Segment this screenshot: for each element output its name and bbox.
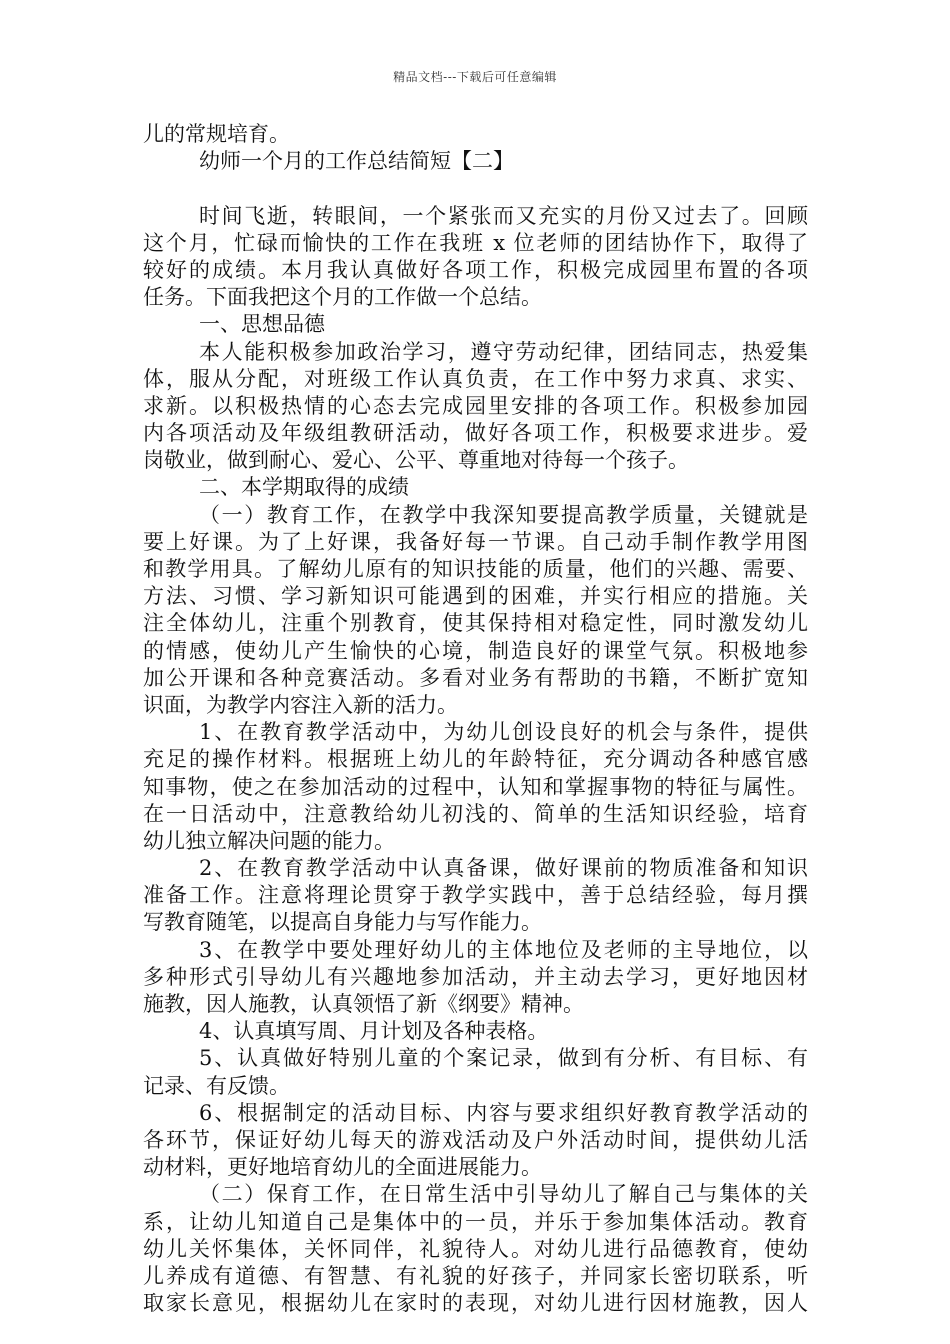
- text-line: 充足的操作材料。根据班上幼儿的年龄特征，充分调动各种感官感: [143, 747, 808, 772]
- text-line: 任务。下面我把这个月的工作做一个总结。: [143, 285, 542, 310]
- blank-line: [143, 175, 808, 202]
- text-line: 较好的成绩。本月我认真做好各项工作，积极完成园里布置的各项: [143, 257, 808, 282]
- document-body: [143, 121, 808, 1317]
- text-line: 识面，为教学内容注入新的活力。: [143, 692, 458, 717]
- text-line: （一）教育工作，在教学中我深知要提高教学质量，关键就是: [199, 502, 808, 527]
- text-line: 动材料，更好地培育幼儿的全面进展能力。: [143, 1155, 542, 1180]
- text-line: 3、在教学中要处理好幼儿的主体地位及老师的主导地位，以: [199, 937, 808, 962]
- text-line: 施教，因人施教，认真领悟了新《纲要》精神。: [143, 992, 584, 1016]
- page-header-note: 精品文档---下载后可任意编辑: [393, 70, 557, 84]
- text-line: 2、在教育教学活动中认真备课，做好课前的物质准备和知识: [199, 856, 808, 881]
- text-line: 记录、有反馈。: [143, 1073, 290, 1098]
- text-line: 这个月，忙碌而愉快的工作在我班 x 位老师的团结协作下，取得了: [143, 230, 808, 255]
- text-line: 和教学用具。了解幼儿原有的知识技能的质量，他们的兴趣、需要、: [143, 557, 808, 581]
- text-line: 儿养成有道德、有智慧、有礼貌的好孩子，并同家长密切联系，听: [143, 1263, 808, 1288]
- text-line: 内各项活动及年级组教研活动，做好各项工作，积极要求进步。爱: [143, 421, 808, 446]
- text-line: 方法、习惯、学习新知识可能遇到的困难，并实行相应的措施。关: [143, 584, 808, 609]
- text-line: 幼儿关怀集体，关怀同伴，礼貌待人。对幼儿进行品德教育，使幼: [143, 1236, 808, 1261]
- text-line: 求新。以积极热情的心态去完成园里安排的各项工作。积极参加园: [143, 393, 808, 418]
- text-line: 6、根据制定的活动目标、内容与要求组织好教育教学活动的: [199, 1100, 808, 1125]
- text-line: 本人能积极参加政治学习，遵守劳动纪律，团结同志，热爱集: [199, 339, 808, 364]
- text-line: 体，服从分配，对班级工作认真负责，在工作中努力求真、求实、: [143, 366, 808, 391]
- section-heading: 一、思想品德: [199, 312, 325, 337]
- text-line: 注全体幼儿，注重个别教育，使其保持相对稳定性，同时激发幼儿: [143, 611, 808, 636]
- text-line: 4、认真填写周、月计划及各种表格。: [199, 1019, 549, 1044]
- text-line: （二）保育工作，在日常生活中引导幼儿了解自己与集体的关: [199, 1182, 808, 1207]
- text-line: 5、认真做好特别儿童的个案记录，做到有分析、有目标、有: [199, 1046, 808, 1071]
- text-line: 儿的常规培育。: [143, 122, 290, 146]
- text-line: 岗敬业，做到耐心、爱心、公平、尊重地对待每一个孩子。: [143, 448, 689, 473]
- text-line: 写教育随笔，以提高自身能力与写作能力。: [143, 910, 542, 935]
- section-heading: 二、本学期取得的成绩: [199, 475, 409, 500]
- text-line: 1、在教育教学活动中，为幼儿创设良好的机会与条件，提供: [199, 720, 808, 745]
- text-line: 在一日活动中，注意教给幼儿初浅的、简单的生活知识经验，培育: [143, 801, 808, 826]
- text-line: 系，让幼儿知道自己是集体中的一员，并乐于参加集体活动。教育: [143, 1209, 808, 1234]
- text-line: 要上好课。为了上好课，我备好每一节课。自己动手制作教学用图: [143, 529, 808, 554]
- text-line: 幼儿独立解决问题的能力。: [143, 828, 395, 853]
- text-line: 的情感，使幼儿产生愉快的心境，制造良好的课堂气氛。积极地参: [143, 638, 808, 663]
- text-line: 知事物，使之在参加活动的过程中，认知和掌握事物的特征与属性。: [143, 774, 808, 799]
- text-line: 多种形式引导幼儿有兴趣地参加活动，并主动去学习，更好地因材: [143, 964, 808, 989]
- text-line: 加公开课和各种竞赛活动。多看对业务有帮助的书籍，不断扩宽知: [143, 665, 808, 690]
- section-title: 幼师一个月的工作总结简短【二】: [199, 149, 514, 174]
- text-line: 时间飞逝，转眼间，一个紧张而又充实的月份又过去了。回顾: [199, 203, 808, 228]
- text-line: 各环节，保证好幼儿每天的游戏活动及户外活动时间，提供幼儿活: [143, 1127, 808, 1152]
- text-line: 取家长意见，根据幼儿在家时的表现，对幼儿进行因材施教，因人: [143, 1291, 808, 1316]
- text-line: 准备工作。注意将理论贯穿于教学实践中，善于总结经验，每月撰: [143, 883, 808, 908]
